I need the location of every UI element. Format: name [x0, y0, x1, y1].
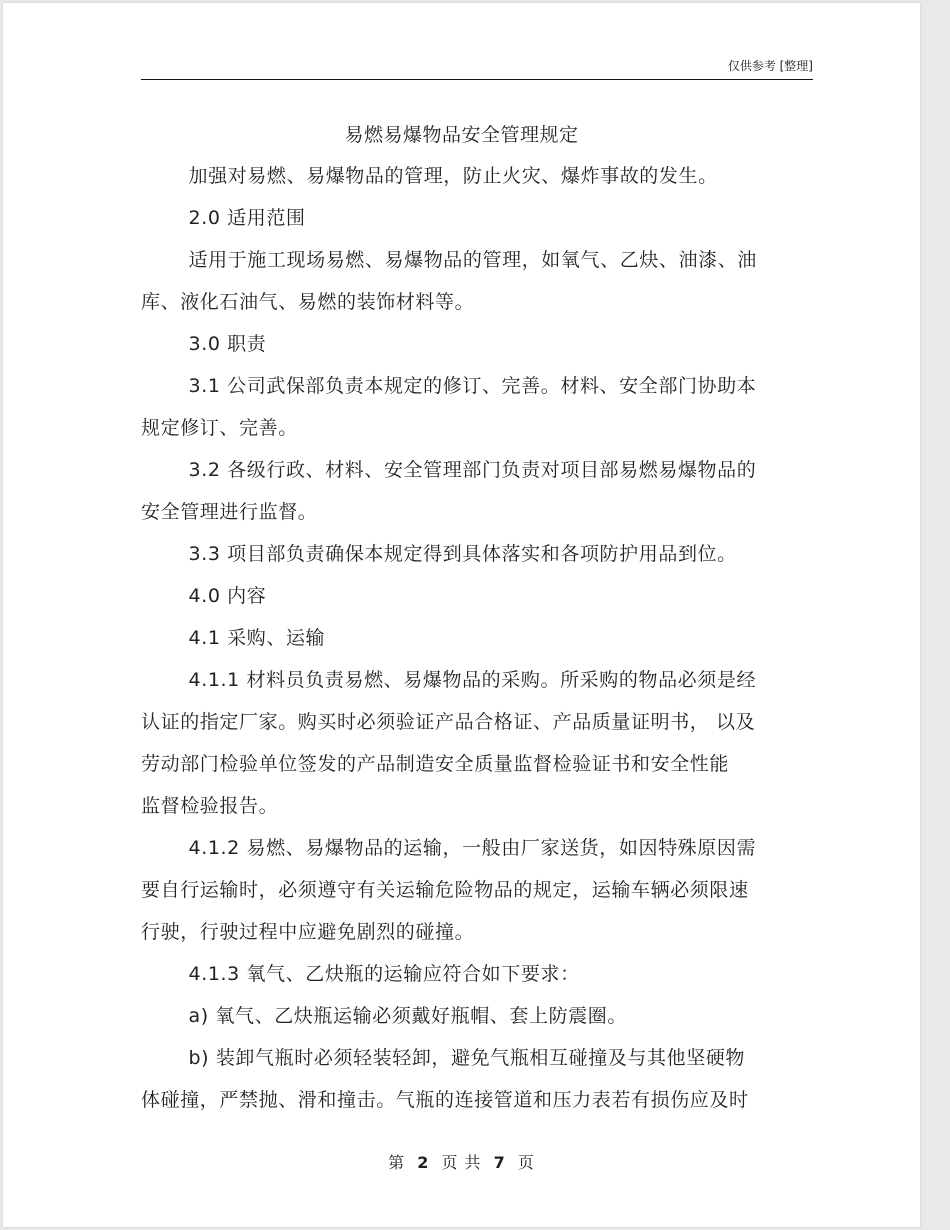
body-line: 4.1.2 易燃、易爆物品的运输，一般由厂家送货，如因特殊原因需	[188, 837, 757, 859]
body-line: 要自行运输时，必须遵守有关运输危险物品的规定，运输车辆必须限速	[141, 879, 749, 901]
body-line: 3.3 项目部负责确保本规定得到具体落实和各项防护用品到位。	[188, 543, 737, 565]
total-page-number: 7	[493, 1153, 506, 1172]
footer-middle: 页 共	[441, 1153, 482, 1172]
footer-suffix: 页	[517, 1153, 535, 1172]
list-item: a) 氧气、乙炔瓶运输必须戴好瓶帽、套上防震圈。	[188, 1005, 627, 1027]
body-line: 认证的指定厂家。购买时必须验证产品合格证、产品质量证明书， 以及	[141, 711, 756, 733]
body-line: 4.1.1 材料员负责易燃、易爆物品的采购。所采购的物品必须是经	[188, 669, 757, 691]
body-line: 适用于施工现场易燃、易爆物品的管理，如氧气、乙炔、油漆、油	[188, 249, 757, 271]
list-item: b) 装卸气瓶时必须轻装轻卸，避免气瓶相互碰撞及与其他坚硬物	[188, 1047, 746, 1069]
body-line: 行驶，行驶过程中应避免剧烈的碰撞。	[141, 921, 475, 943]
header-note: 仅供参考 [整理]	[727, 59, 813, 73]
body-line: 3.1 公司武保部负责本规定的修订、完善。材料、安全部门协助本	[188, 375, 757, 397]
body-line: 3.2 各级行政、材料、安全管理部门负责对项目部易燃易爆物品的	[188, 459, 757, 481]
body-line: 加强对易燃、易爆物品的管理，防止火灾、爆炸事故的发生。	[188, 165, 718, 187]
document-page	[3, 3, 920, 1227]
body-line: 劳动部门检验单位签发的产品制造安全质量监督检验证书和安全性能	[141, 753, 730, 775]
page-header	[141, 53, 813, 80]
subsection-heading: 4.1 采购、运输	[188, 627, 326, 649]
body-line: 规定修订、完善。	[141, 417, 298, 439]
section-heading: 2.0 适用范围	[188, 207, 306, 229]
body-line: 安全管理进行监督。	[141, 501, 318, 523]
section-heading: 3.0 职责	[188, 333, 267, 355]
current-page-number: 2	[417, 1153, 430, 1172]
document-body	[141, 155, 781, 1121]
body-line: 4.1.3 氧气、乙炔瓶的运输应符合如下要求：	[188, 963, 580, 985]
section-heading: 4.0 内容	[188, 585, 267, 607]
document-title: 易燃易爆物品安全管理规定	[344, 124, 579, 146]
footer-prefix: 第	[388, 1153, 406, 1172]
body-line: 体碰撞，严禁抛、滑和撞击。气瓶的连接管道和压力表若有损伤应及时	[141, 1089, 749, 1111]
body-line: 监督检验报告。	[141, 795, 279, 817]
body-line: 库、液化石油气、易燃的装饰材料等。	[141, 291, 475, 313]
page-footer	[3, 1150, 920, 1173]
